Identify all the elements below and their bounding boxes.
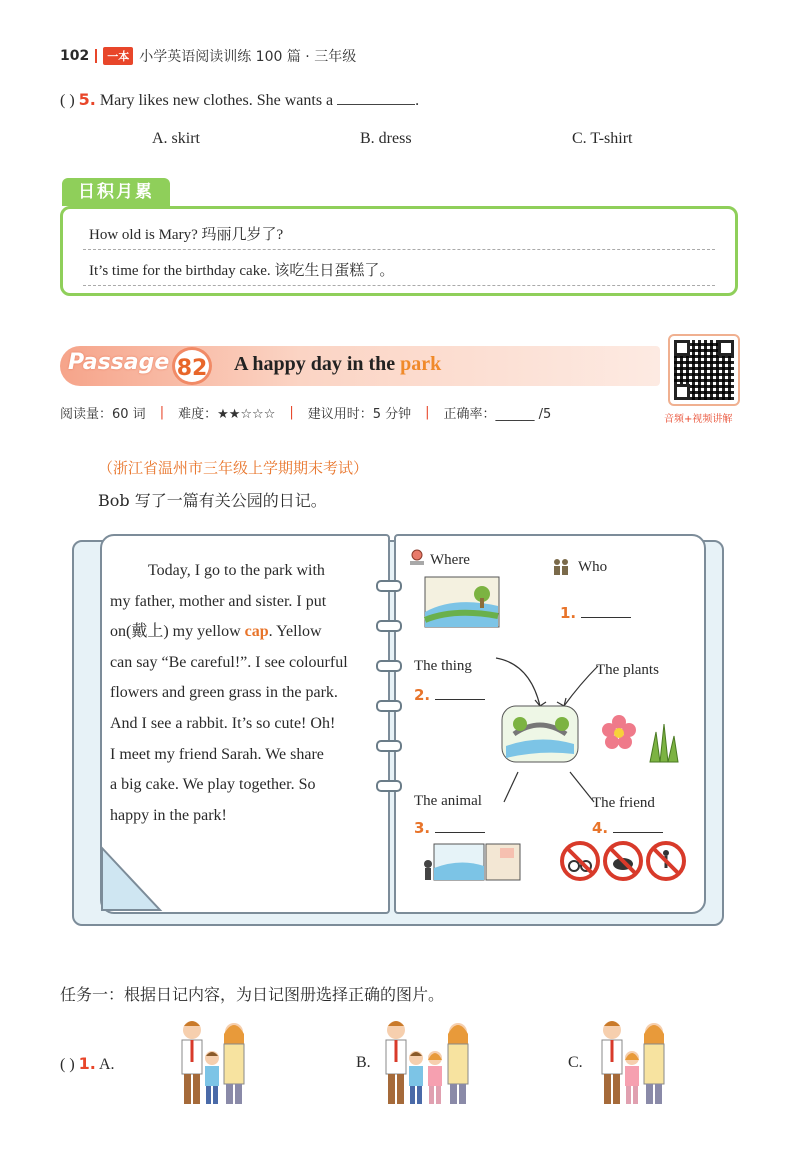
difficulty: 难度：★★☆☆☆ — [178, 407, 276, 422]
binder-ring-icon — [376, 620, 402, 632]
passage-stats — [60, 403, 551, 422]
family-image-c[interactable] — [592, 1016, 672, 1110]
people-icon — [552, 558, 570, 576]
no-sign-icons[interactable] — [560, 840, 686, 882]
qr-code-icon[interactable] — [668, 334, 740, 406]
option-a[interactable]: A. skirt — [152, 130, 200, 147]
source-note: （浙江省温州市三年级上学期期末考试） — [98, 459, 369, 477]
who-label: Who — [578, 559, 608, 575]
passage-intro: Bob 写了一篇有关公园的日记。 — [98, 491, 327, 510]
binder-ring-icon — [376, 660, 402, 672]
diary-line: I meet my friend Sarah. We share — [110, 745, 324, 763]
passage-title — [234, 353, 441, 376]
no-bike-sign-icon — [562, 843, 598, 879]
passage-title-main: A happy day in the — [234, 353, 396, 375]
answer-1 — [560, 603, 631, 622]
flower-icon[interactable] — [598, 712, 640, 754]
suggested-time: 建议用时：5 分钟 — [307, 407, 412, 422]
answer-4 — [592, 818, 663, 837]
divider: | — [159, 405, 165, 420]
park-center-image[interactable] — [500, 704, 580, 764]
header-divider — [95, 49, 97, 63]
accuracy: 正确率：______ /5 — [443, 407, 552, 422]
answer-blank[interactable] — [613, 820, 663, 833]
where-label: Where — [430, 552, 470, 568]
family-image-a[interactable] — [172, 1016, 252, 1110]
park-gate-image[interactable] — [420, 840, 524, 884]
item-number: 1. — [560, 604, 577, 622]
question-end: . — [415, 92, 420, 109]
river-scene-image[interactable] — [424, 576, 500, 628]
item-number: 4. — [592, 819, 609, 837]
option-b[interactable]: B. dress — [360, 130, 412, 147]
book-title: 小学英语阅读训练 100 篇 · 三年级 — [139, 49, 357, 65]
task-instruction: 任务一：根据日记内容，为日记图册选择正确的图片。 — [60, 985, 445, 1004]
option-c-label: C. — [568, 1054, 583, 1071]
question-5 — [60, 90, 419, 110]
divider: | — [289, 405, 294, 420]
keyword-cap: cap — [244, 623, 269, 641]
answer-blank[interactable] — [581, 605, 631, 618]
binder-ring-icon — [376, 740, 402, 752]
daily-box — [60, 206, 738, 296]
brand-logo: 一本 — [103, 47, 133, 65]
page-number: 102 — [60, 48, 90, 64]
task-question-1 — [60, 1054, 115, 1074]
daily-line-2: It’s time for the birthday cake. 该吃生日蛋糕了。 — [89, 263, 395, 279]
family-image-b[interactable] — [380, 1016, 472, 1110]
passage-title-highlight: park — [400, 353, 442, 375]
question-number: 5. — [78, 90, 96, 109]
item-number: 2. — [414, 686, 431, 704]
daily-tab: 日积月累 — [62, 178, 170, 206]
binder-ring-icon — [376, 780, 402, 792]
diary-line: flowers and green grass in the park. — [110, 684, 338, 702]
option-a-label: A. — [99, 1056, 115, 1073]
diary-text — [110, 556, 376, 831]
thing-label: The thing — [414, 658, 472, 674]
grass-icon[interactable] — [646, 720, 682, 764]
animal-label: The animal — [414, 793, 482, 809]
question-number: 1. — [78, 1054, 96, 1073]
diary-line — [110, 617, 376, 648]
passage-label: Passage — [68, 350, 170, 375]
page-header — [60, 46, 356, 66]
location-icon — [408, 548, 426, 566]
answer-3 — [414, 818, 485, 837]
answer-paren[interactable]: ( ) — [60, 92, 75, 109]
word-count: 阅读量：60 词 — [60, 407, 146, 422]
diary-line: can say “Be careful!”. I see colourful — [110, 653, 348, 671]
diary-line: my father, mother and sister. I put — [110, 592, 327, 610]
friend-label: The friend — [592, 795, 655, 811]
binder-ring-icon — [376, 700, 402, 712]
daily-line-1: How old is Mary? 玛丽几岁了? — [89, 227, 284, 243]
divider — [83, 249, 715, 250]
item-number: 3. — [414, 819, 431, 837]
binder-ring-icon — [376, 580, 402, 592]
page-curl-icon — [100, 846, 164, 914]
diary-line: happy in the park! — [110, 806, 227, 824]
answer-paren[interactable]: ( ) — [60, 1056, 75, 1073]
no-climbing-sign-icon — [648, 843, 684, 879]
qr-label: 音频+视频讲解 — [664, 414, 733, 425]
option-b-label: B. — [356, 1054, 371, 1071]
question-text: Mary likes new clothes. She wants a — [99, 92, 334, 109]
diary-line-part: . Yellow — [268, 623, 322, 641]
answer-blank[interactable] — [337, 90, 415, 105]
option-c[interactable]: C. T-shirt — [572, 130, 633, 147]
diary-line: And I see a rabbit. It’s so cute! Oh! — [110, 714, 336, 732]
diary-line: a big cake. We play together. So — [110, 776, 316, 794]
divider: | — [425, 405, 430, 420]
diary-line-part: on(戴上) my yellow — [110, 623, 241, 641]
no-dog-sign-icon — [605, 843, 641, 879]
passage-number: 82 — [172, 347, 212, 385]
divider — [83, 285, 715, 286]
diary-line: Today, I go to the park with — [148, 562, 325, 579]
answer-blank[interactable] — [435, 820, 485, 833]
plants-label: The plants — [596, 662, 659, 678]
